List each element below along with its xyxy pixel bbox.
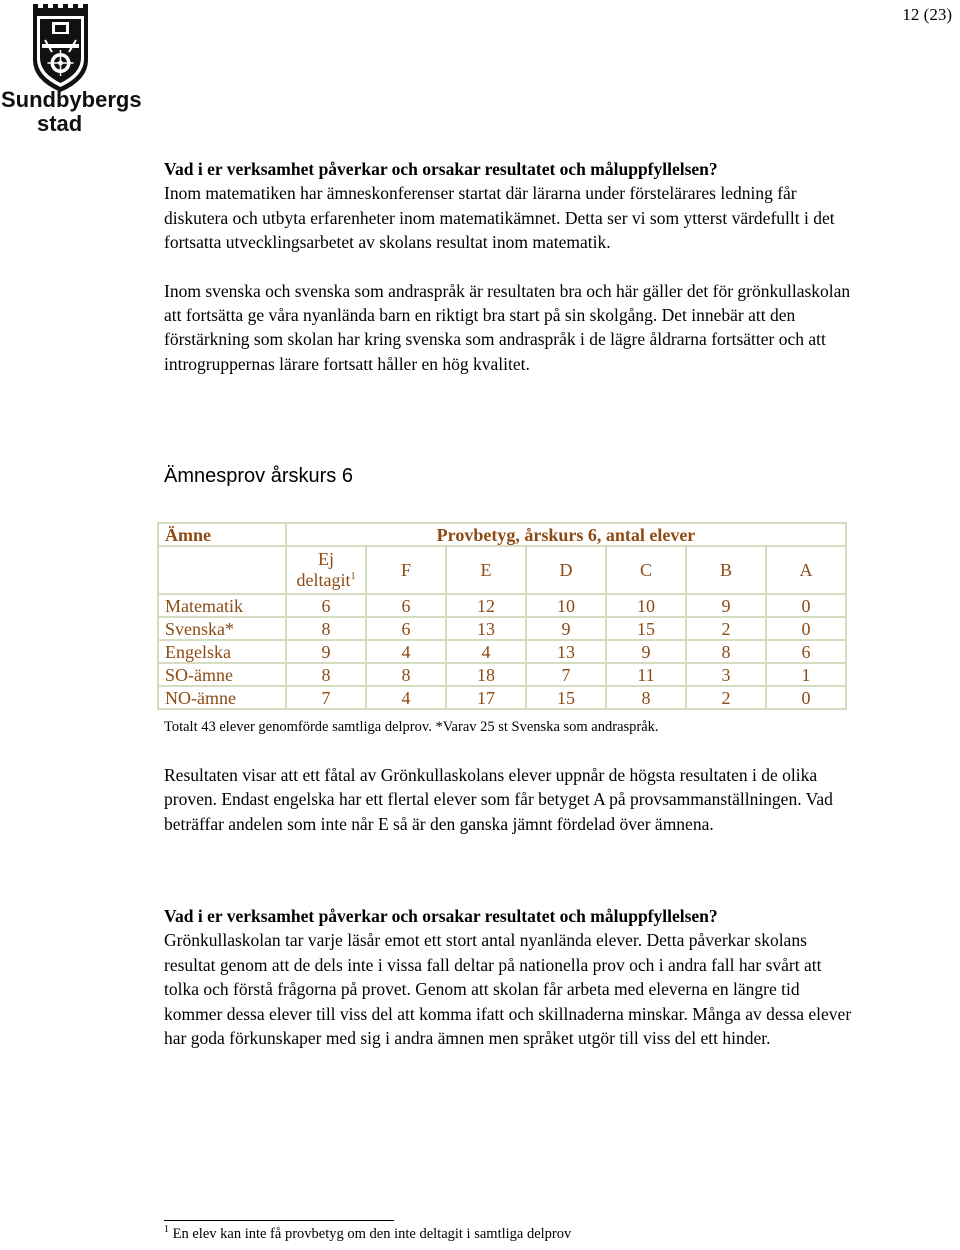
row-subject: NO-ämne: [158, 686, 286, 709]
row-value: 13: [446, 617, 526, 640]
row-value: 9: [526, 617, 606, 640]
header-ej-line1: Ej: [318, 549, 334, 569]
section-1-heading: Vad i er verksamhet påverkar och orsakar resultatet och måluppfyllelsen?: [164, 159, 718, 179]
row-value: 8: [286, 663, 366, 686]
row-value: 0: [766, 686, 846, 709]
logo-text-sundbybergs: Sundbybergs: [1, 87, 142, 112]
row-value: 3: [686, 663, 766, 686]
row-value: 2: [686, 617, 766, 640]
row-subject: Svenska*: [158, 617, 286, 640]
row-value: 6: [366, 617, 446, 640]
header-ej-line2: deltagit: [296, 570, 351, 590]
results-paragraph: Resultaten visar att ett fåtal av Grönkullaskolans elever uppnår de högsta resultaten i de olika proven. Endast engelska har ett flertal elever som får betyget A på provsammanställningen. Vad beträffar andelen som inte når E så är den ganska jämnt fördelad över ämnena.: [164, 765, 833, 834]
header-subject: Ämne: [158, 523, 286, 546]
grade-header-d: D: [526, 546, 606, 594]
row-value: 11: [606, 663, 686, 686]
row-value: 0: [766, 617, 846, 640]
table-row: [158, 686, 846, 709]
row-value: 4: [366, 686, 446, 709]
footnote: [164, 1226, 571, 1243]
row-value: 8: [286, 617, 366, 640]
header-ej-deltagit: [286, 546, 366, 594]
results-table: [157, 522, 847, 710]
grade-header-b: B: [686, 546, 766, 594]
header-empty-cell: [158, 546, 286, 594]
row-value: 6: [766, 640, 846, 663]
table-row: [158, 663, 846, 686]
row-value: 15: [606, 617, 686, 640]
row-value: 2: [686, 686, 766, 709]
logo-text-stad: stad: [37, 111, 83, 136]
section-2-paragraph: Grönkullaskolan tar varje läsår emot ett stort antal nyanlända elever. Detta påverkar skolans resultat genom att de dels inte i vissa fall deltar på nationella prov och i andra fall har svårt att tolka och förstå frågorna på provet. Genom att skolan får arbeta med eleverna en längre tid kommer dessa elever till viss del att komma ifatt och skillnaderna minskar. Många av dessa elever har goda förkunskaper med sig i andra ämnen men språket utgör till viss del ett hinder.: [164, 930, 852, 1049]
row-value: 6: [366, 594, 446, 617]
row-value: 18: [446, 663, 526, 686]
row-subject: Matematik: [158, 594, 286, 617]
grade-header-e: E: [446, 546, 526, 594]
section-1: [164, 157, 854, 376]
table-row: [158, 617, 846, 640]
row-value: 8: [686, 640, 766, 663]
row-value: 15: [526, 686, 606, 709]
grade-header-c: C: [606, 546, 686, 594]
footnote-divider: [164, 1220, 394, 1221]
section-2: [164, 904, 854, 1050]
row-value: 6: [286, 594, 366, 617]
table-row: [158, 640, 846, 663]
table-row: [158, 594, 846, 617]
header-title: Provbetyg, årskurs 6, antal elever: [286, 523, 846, 546]
grade-header-a: A: [766, 546, 846, 594]
grade-header-f: F: [366, 546, 446, 594]
row-value: 10: [606, 594, 686, 617]
row-value: 8: [606, 686, 686, 709]
row-value: 4: [366, 640, 446, 663]
row-value: 8: [366, 663, 446, 686]
row-value: 1: [766, 663, 846, 686]
row-subject: SO-ämne: [158, 663, 286, 686]
row-value: 9: [286, 640, 366, 663]
row-value: 12: [446, 594, 526, 617]
row-value: 10: [526, 594, 606, 617]
footnote-marker: 1: [164, 1224, 169, 1236]
row-value: 9: [606, 640, 686, 663]
table-note: Totalt 43 elever genomförde samtliga delprov. *Varav 25 st Svenska som andraspråk.: [164, 719, 659, 735]
section-2-heading: Vad i er verksamhet påverkar och orsakar resultatet och måluppfyllelsen?: [164, 906, 718, 926]
row-value: 0: [766, 594, 846, 617]
row-value: 4: [446, 640, 526, 663]
header-ej-footnote-marker: 1: [350, 571, 356, 582]
row-value: 9: [686, 594, 766, 617]
row-value: 7: [286, 686, 366, 709]
coat-of-arms-icon: [33, 4, 88, 92]
table-heading: Ämnesprov årskurs 6: [164, 465, 353, 487]
sundbyberg-logo: [0, 0, 142, 140]
row-value: 17: [446, 686, 526, 709]
footnote-text: En elev kan inte få provbetyg om den inte deltagit i samtliga delprov: [172, 1226, 572, 1242]
section-1-paragraph-1: Inom matematiken har ämneskonferenser startat där lärarna under förstelärares ledning får diskutera och utbyta erfarenheter inom matematikämnet. Detta ser vi som ytterst värdefullt i det fortsatta utvecklingsarbetet av skolans resultat inom matematik.: [164, 183, 835, 253]
row-value: 13: [526, 640, 606, 663]
page-number: 12 (23): [902, 5, 952, 24]
row-subject: Engelska: [158, 640, 286, 663]
section-1-paragraph-2: Inom svenska och svenska som andraspråk är resultaten bra och här gäller det för grönkullaskolan att fortsätta ge våra nyanlända barn en riktigt bra start på sin skolgång. Det innebär att den förstärkning som skolan har kring svenska som andraspråk i de lägre åldrarna fortsätter och att introgruppernas lärare fortsatt håller en hög kvalitet.: [164, 280, 851, 374]
row-value: 7: [526, 663, 606, 686]
